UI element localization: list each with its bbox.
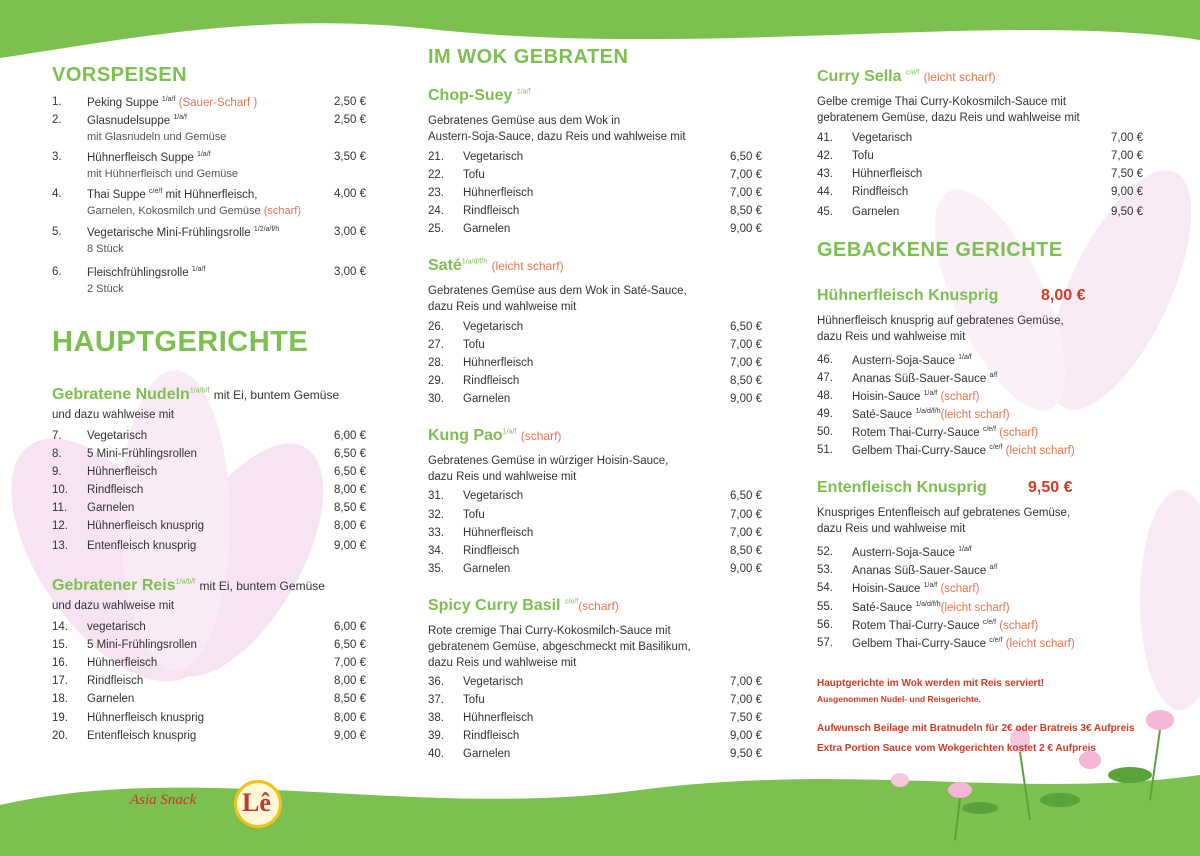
menu-item: 44. Rindfleisch 9,00 €	[817, 186, 1143, 198]
dish-price: 8,00 €	[1041, 287, 1086, 304]
menu-item: 6. Fleischfrühlingsrolle $^{1/a/f}$ 3,00 € 2 Stück	[52, 266, 366, 295]
item-name: Hühnerfleisch Suppe	[87, 151, 194, 164]
item-name: Glasnudelsuppe	[87, 114, 171, 127]
spicy-note: (Sauer-Scharf )	[178, 96, 258, 109]
menu-item: 29. Rindfleisch 8,50 €	[428, 375, 762, 387]
item-price: 7,00 €	[730, 694, 762, 706]
sauce-option: 57. Gelbem Thai-Curry-Sauce $^{c/e/f}$ (leicht scharf)	[817, 637, 1075, 650]
menu-item: 34. Rindfleisch 8,50 €	[428, 545, 762, 557]
sauce-option: 47. Ananas Süß-Sauer-Sauce $^{a/f}$	[817, 372, 998, 385]
category-description: Gebratenes Gemüse aus dem Wok in Saté-Sauce, dazu Reis und wahlweise mit	[428, 285, 687, 313]
section-title-wok: IM WOK GEBRATEN	[428, 46, 629, 68]
item-price: 2,50 €	[334, 96, 366, 108]
item-name: Entenfleisch knusprig	[87, 730, 197, 742]
item-price: 4,00 €	[334, 188, 366, 200]
menu-item: 20. Entenfleisch knusprig 9,00 €	[52, 730, 366, 742]
item-price: 8,00 €	[334, 675, 366, 687]
category-title-chopsuey: Chop-Suey $^{1/a/f}$	[428, 87, 531, 104]
item-name: Entenfleisch knusprig	[87, 540, 197, 552]
item-price: 7,00 €	[1111, 132, 1143, 144]
dish-price: 9,50 €	[1028, 479, 1073, 496]
category-title-reis: Gebratener Reis$^{1/a/b/f}$ mit Ei, buntem Gemüse	[52, 577, 325, 594]
category-title-huhn-knusprig: Hühnerfleisch Knusprig	[817, 287, 999, 304]
item-name: Hühnerfleisch	[463, 712, 534, 724]
item-name: Garnelen	[463, 563, 511, 575]
item-name: Hühnerfleisch	[87, 657, 158, 669]
menu-item: 31. Vegetarisch 6,50 €	[428, 490, 762, 502]
item-price: 6,50 €	[730, 321, 762, 333]
item-name: Tofu	[463, 694, 485, 706]
item-name: Garnelen	[463, 223, 511, 235]
item-price: 6,00 €	[334, 621, 366, 633]
menu-item: 35. Garnelen 9,00 €	[428, 563, 762, 575]
item-name: Garnelen	[463, 748, 511, 760]
spicy-note: (scharf)	[263, 205, 301, 217]
item-price: 8,50 €	[730, 375, 762, 387]
item-name: Hühnerfleisch	[463, 187, 534, 199]
item-price: 9,50 €	[730, 748, 762, 760]
menu-item: 24. Rindfleisch 8,50 €	[428, 205, 762, 217]
menu-item: 41. Vegetarisch 7,00 €	[817, 132, 1143, 144]
menu-item: 28. Hühnerfleisch 7,00 €	[428, 357, 762, 369]
item-name: Hühnerfleisch knusprig	[87, 712, 204, 724]
menu-item: 10. Rindfleisch 8,00 €	[52, 484, 366, 496]
menu-item: 33. Hühnerfleisch 7,00 €	[428, 527, 762, 539]
item-name: Hühnerfleisch	[463, 357, 534, 369]
item-price: 7,50 €	[730, 712, 762, 724]
item-price: 6,50 €	[334, 639, 366, 651]
section-title-vorspeisen: VORSPEISEN	[52, 64, 188, 86]
item-price: 8,50 €	[334, 502, 366, 514]
item-price: 9,00 €	[1111, 186, 1143, 198]
note-extra-sauce: Extra Portion Sauce vom Wokgerichten kostet 2 € Aufpreis	[817, 743, 1096, 754]
item-name: Hühnerfleisch knusprig	[87, 520, 204, 532]
item-name: Rindfleisch	[463, 545, 520, 557]
logo-text: Asia Snack	[130, 792, 197, 808]
logo-mark: Lê	[242, 788, 271, 817]
item-name: Vegetarisch	[463, 490, 524, 502]
item-price: 7,00 €	[730, 357, 762, 369]
menu-item: 4. Thai Suppe $^{c/e/f}$ mit Hühnerfleisch, 4,00 € Garnelen, Kokosmilch und Gemüse (scharf)	[52, 188, 366, 217]
item-name: Tofu	[463, 339, 485, 351]
menu-item: 40. Garnelen 9,50 €	[428, 748, 762, 760]
note-side-dish: Aufwunsch Beilage mit Bratnudeln für 2€ oder Bratreis 3€ Aufpreis	[817, 723, 1135, 734]
item-price: 9,50 €	[1111, 206, 1143, 218]
category-description: Gebratenes Gemüse in würziger Hoisin-Sauce, dazu Reis und wahlweise mit	[428, 455, 669, 483]
menu-item: 12. Hühnerfleisch knusprig 8,00 €	[52, 520, 366, 532]
item-name: Garnelen	[87, 502, 135, 514]
item-name: Vegetarische Mini-Frühlingsrolle	[87, 226, 251, 239]
item-price: 7,00 €	[730, 187, 762, 199]
item-name: Vegetarisch	[87, 430, 148, 442]
item-price: 9,00 €	[730, 393, 762, 405]
item-name: vegetarisch	[87, 621, 146, 633]
category-description: Hühnerfleisch knusprig auf gebratenes Gemüse, dazu Reis und wahlweise mit	[817, 315, 1064, 343]
item-price: 7,00 €	[730, 527, 762, 539]
item-name: Tofu	[852, 150, 874, 162]
item-price: 8,50 €	[334, 693, 366, 705]
item-name: Vegetarisch	[463, 151, 524, 163]
category-title-nudeln: Gebratene Nudeln$^{1/a/b/f}$ mit Ei, buntem Gemüse	[52, 386, 340, 403]
item-name: Tofu	[463, 509, 485, 521]
item-name: Fleischfrühlingsrolle	[87, 266, 189, 279]
section-title-gebacken: GEBACKENE GERICHTE	[817, 239, 1063, 261]
item-price: 3,00 €	[334, 226, 366, 238]
sauce-option: 49. Saté-Sauce $^{1/a/d/f/h}$(leicht scharf)	[817, 408, 1010, 421]
item-subtitle: 2 Stück	[87, 283, 124, 295]
menu-item: 2. Glasnudelsuppe $^{1/a/f}$ 2,50 € mit Glasnudeln und Gemüse	[52, 114, 366, 143]
item-price: 9,00 €	[334, 730, 366, 742]
item-price: 9,00 €	[730, 730, 762, 742]
sauce-option: 55. Saté-Sauce $^{1/a/d/f/h}$(leicht scharf)	[817, 601, 1010, 614]
item-name: Vegetarisch	[463, 321, 524, 333]
menu-item: 7. Vegetarisch 6,00 €	[52, 430, 366, 442]
category-title-spicy-curry-basil: Spicy Curry Basil $^{c/e/f}$(scharf)	[428, 597, 619, 614]
item-price: 6,50 €	[730, 490, 762, 502]
menu-item: 42. Tofu 7,00 €	[817, 150, 1143, 162]
item-price: 7,00 €	[334, 657, 366, 669]
menu-item: 30. Garnelen 9,00 €	[428, 393, 762, 405]
item-name: Hühnerfleisch	[87, 466, 158, 478]
menu-item: 22. Tofu 7,00 €	[428, 169, 762, 181]
menu-item: 18. Garnelen 8,50 €	[52, 693, 366, 705]
menu-item: 39. Rindfleisch 9,00 €	[428, 730, 762, 742]
menu-item: 45. Garnelen 9,50 €	[817, 206, 1143, 218]
item-price: 3,50 €	[334, 151, 366, 163]
item-name: Rindfleisch	[463, 205, 520, 217]
sauce-option: 52. Austern-Soja-Sauce $^{1/a/f}$	[817, 546, 972, 559]
menu-item: 3. Hühnerfleisch Suppe $^{1/a/f}$ 3,50 € mit Hühnerfleisch und Gemüse	[52, 151, 366, 180]
sauce-option: 53. Ananas Süß-Sauer-Sauce $^{a/f}$	[817, 564, 998, 577]
sauce-option: 46. Austern-Soja-Sauce $^{1/a/f}$	[817, 354, 972, 367]
menu-item: 23. Hühnerfleisch 7,00 €	[428, 187, 762, 199]
menu-item: 14. vegetarisch 6,00 €	[52, 621, 366, 633]
item-name: 5 Mini-Frühlingsrollen	[87, 448, 197, 460]
item-subtitle: Garnelen, Kokosmilch und Gemüse	[87, 205, 261, 217]
item-price: 6,50 €	[730, 151, 762, 163]
menu-item: 32. Tofu 7,00 €	[428, 509, 762, 521]
category-title-curry-sella: Curry Sella $^{c/e/f}$ (leicht scharf)	[817, 68, 996, 85]
menu-item: 11. Garnelen 8,50 €	[52, 502, 366, 514]
menu-item: 15. 5 Mini-Frühlingsrollen 6,50 €	[52, 639, 366, 651]
item-price: 6,50 €	[334, 466, 366, 478]
menu-item: 17. Rindfleisch 8,00 €	[52, 675, 366, 687]
category-description: Gebratenes Gemüse aus dem Wok in Austern-Soja-Sauce, dazu Reis und wahlweise mit	[428, 115, 686, 143]
item-price: 9,00 €	[730, 223, 762, 235]
item-price: 7,00 €	[730, 676, 762, 688]
category-description: Knuspriges Entenfleisch auf gebratenes Gemüse, dazu Reis und wahlweise mit	[817, 507, 1071, 535]
item-price: 9,00 €	[334, 540, 366, 552]
item-name: Hühnerfleisch	[463, 527, 534, 539]
item-name: Rindfleisch	[463, 375, 520, 387]
category-description: und dazu wahlweise mit	[52, 600, 175, 612]
item-name: Thai Suppe	[87, 188, 146, 201]
note-exception: Ausgenommen Nudel- und Reisgerichte.	[817, 694, 981, 704]
item-price: 8,00 €	[334, 520, 366, 532]
sauce-option: 51. Gelbem Thai-Curry-Sauce $^{c/e/f}$ (leicht scharf)	[817, 444, 1075, 457]
sauce-option: 50. Rotem Thai-Curry-Sauce $^{c/e/f}$ (scharf)	[817, 426, 1039, 439]
item-price: 8,00 €	[334, 484, 366, 496]
item-price: 7,00 €	[730, 509, 762, 521]
sauce-option: 56. Rotem Thai-Curry-Sauce $^{c/e/f}$ (scharf)	[817, 619, 1039, 632]
category-description: Gelbe cremige Thai Curry-Kokosmilch-Sauce mit gebratenem Gemüse, dazu Reis und wahlweise mit	[817, 96, 1080, 124]
category-title-sate: Saté$^{1/a/d/f/h}$ (leicht scharf)	[428, 257, 564, 274]
item-name: Rindfleisch	[852, 186, 909, 198]
item-name: Vegetarisch	[852, 132, 913, 144]
item-price: 7,50 €	[1111, 168, 1143, 180]
item-price: 7,00 €	[730, 339, 762, 351]
menu-item: 16. Hühnerfleisch 7,00 €	[52, 657, 366, 669]
item-name: Rindfleisch	[87, 675, 144, 687]
menu-item: 21. Vegetarisch 6,50 €	[428, 151, 762, 163]
item-name: 5 Mini-Frühlingsrollen	[87, 639, 197, 651]
menu-item: 26. Vegetarisch 6,50 €	[428, 321, 762, 333]
menu-item: 5. Vegetarische Mini-Frühlingsrolle $^{1/2/a/f/h}$ 3,00 € 8 Stück	[52, 226, 366, 255]
item-subtitle: mit Glasnudeln und Gemüse	[87, 131, 227, 143]
item-name: Vegetarisch	[463, 676, 524, 688]
category-description: Rote cremige Thai Curry-Kokosmilch-Sauce mit gebratenem Gemüse, abgeschmeckt mit Basilikum, dazu Reis und wahlweise mit	[428, 625, 691, 669]
section-title-hauptgerichte: HAUPTGERICHTE	[52, 326, 309, 358]
item-price: 2,50 €	[334, 114, 366, 126]
menu-item: 37. Tofu 7,00 €	[428, 694, 762, 706]
menu-item: 19. Hühnerfleisch knusprig 8,00 €	[52, 712, 366, 724]
menu-item: 43. Hühnerfleisch 7,50 €	[817, 168, 1143, 180]
item-subtitle: mit Hühnerfleisch und Gemüse	[87, 168, 239, 180]
menu-item: 25. Garnelen 9,00 €	[428, 223, 762, 235]
category-description: und dazu wahlweise mit	[52, 409, 175, 421]
menu-item: 38. Hühnerfleisch 7,50 €	[428, 712, 762, 724]
category-title-ente-knusprig: Entenfleisch Knusprig	[817, 479, 987, 496]
item-price: 8,50 €	[730, 545, 762, 557]
menu-item: 36. Vegetarisch 7,00 €	[428, 676, 762, 688]
logo	[130, 778, 290, 832]
item-name: Rindfleisch	[87, 484, 144, 496]
menu-item: 13. Entenfleisch knusprig 9,00 €	[52, 540, 366, 552]
item-name: Garnelen	[852, 206, 900, 218]
item-name: Garnelen	[87, 693, 135, 705]
item-price: 9,00 €	[730, 563, 762, 575]
item-price: 3,00 €	[334, 266, 366, 278]
item-price: 8,50 €	[730, 205, 762, 217]
item-price: 6,00 €	[334, 430, 366, 442]
item-price: 7,00 €	[730, 169, 762, 181]
sauce-option: 48. Hoisin-Sauce $^{1/a/f}$ (scharf)	[817, 390, 980, 403]
item-name: Garnelen	[463, 393, 511, 405]
menu-item: 9. Hühnerfleisch 6,50 €	[52, 466, 366, 478]
item-price: 7,00 €	[1111, 150, 1143, 162]
item-price: 6,50 €	[334, 448, 366, 460]
item-name: Hühnerfleisch	[852, 168, 923, 180]
item-name: Peking Suppe	[87, 96, 159, 109]
sauce-option: 54. Hoisin-Sauce $^{1/a/f}$ (scharf)	[817, 582, 980, 595]
category-title-kungpao: Kung Pao$^{1/a/f}$ (scharf)	[428, 427, 562, 444]
menu-item: 27. Tofu 7,00 €	[428, 339, 762, 351]
item-subtitle: 8 Stück	[87, 243, 124, 255]
item-price: 8,00 €	[334, 712, 366, 724]
note-rice-served: Hauptgerichte im Wok werden mit Reis serviert!	[817, 678, 1045, 689]
menu-item: 8. 5 Mini-Frühlingsrollen 6,50 €	[52, 448, 366, 460]
item-name: Tofu	[463, 169, 485, 181]
item-name: Rindfleisch	[463, 730, 520, 742]
menu-item: 1. Peking Suppe $^{1/a/f}$ (Sauer-Scharf ) 2,50 €	[52, 96, 366, 109]
